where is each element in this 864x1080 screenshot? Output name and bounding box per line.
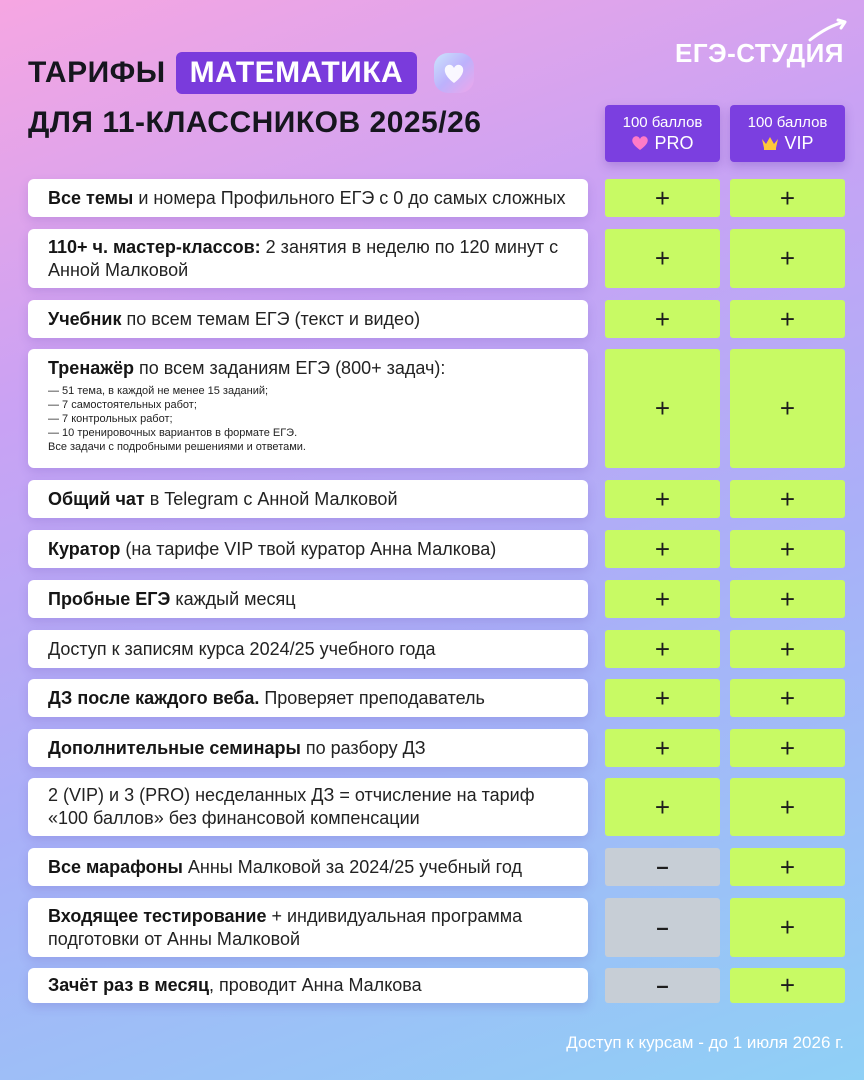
feature-text: (на тарифе VIP твой куратор Анна Малкова)	[120, 538, 497, 559]
pro-cell: –	[605, 898, 720, 957]
page-title-line-2: ДЛЯ 11-КЛАССНИКОВ 2025/26	[28, 106, 482, 139]
pro-cell: –	[605, 968, 720, 1003]
feature-text: по всем темам ЕГЭ (текст и видео)	[121, 308, 421, 329]
pro-cell: +	[605, 630, 720, 668]
vip-cell: +	[730, 778, 845, 836]
feature-row-masterclasses	[28, 229, 588, 288]
vip-cell: +	[730, 968, 845, 1003]
pro-cell: +	[605, 480, 720, 518]
note-line: — 7 контрольных работ;	[48, 413, 173, 425]
vip-cell: +	[730, 679, 845, 717]
feature-row-recordings	[28, 630, 588, 668]
note-line: — 7 самостоятельных работ;	[48, 399, 197, 411]
vip-cell: +	[730, 229, 845, 288]
heart-badge-icon	[431, 50, 477, 96]
feature-text: по всем заданиям ЕГЭ (800+ задач):	[133, 358, 446, 378]
pro-cell: +	[605, 679, 720, 717]
pro-cell: +	[605, 729, 720, 767]
feature-bold: Общий чат	[48, 488, 145, 509]
vip-cell: +	[730, 580, 845, 618]
feature-bold: Все темы	[48, 187, 134, 208]
pro-cell: –	[605, 848, 720, 886]
feature-row-monthly-test	[28, 968, 588, 1003]
feature-bold: Пробные ЕГЭ	[48, 588, 171, 609]
vip-cell: +	[730, 898, 845, 957]
trainer-notes	[48, 384, 568, 454]
plan-header-vip	[730, 105, 845, 162]
feature-bold: ДЗ после каждого веба.	[48, 687, 260, 708]
feature-bold: Входящее тестирование	[48, 905, 267, 926]
feature-text: Доступ к записям курса 2024/25 учебного года	[48, 638, 436, 659]
vip-cell: +	[730, 630, 845, 668]
feature-row-curator	[28, 530, 588, 568]
feature-text: и номера Профильного ЕГЭ с 0 до самых сложных	[133, 187, 566, 208]
feature-bold: Тренажёр	[48, 358, 134, 378]
feature-row-expulsion-rule	[28, 778, 588, 836]
access-deadline-note: Доступ к курсам - до 1 июля 2026 г.	[566, 1033, 844, 1052]
plan-pro-name: PRO	[654, 132, 694, 153]
feature-row-trainer	[28, 349, 588, 468]
vip-cell: +	[730, 300, 845, 338]
feature-row-seminars	[28, 729, 588, 767]
feature-row-textbook	[28, 300, 588, 338]
feature-text: в Telegram с Анной Малковой	[144, 488, 398, 509]
pro-cell: +	[605, 300, 720, 338]
feature-text: + индивидуальная программа подготовки от Анны Малковой	[48, 905, 523, 949]
feature-row-all-topics	[28, 179, 588, 217]
pro-cell: +	[605, 349, 720, 468]
note-line: — 51 тема, в каждой не менее 15 заданий;	[48, 385, 269, 397]
vip-cell: +	[730, 349, 845, 468]
pro-cell: +	[605, 778, 720, 836]
vip-cell: +	[730, 480, 845, 518]
pro-cell: +	[605, 580, 720, 618]
feature-text: 2 (VIP) и 3 (PRO) несделанных ДЗ = отчисление на тариф «100 баллов» без финансовой компенсации	[48, 785, 535, 828]
note-line: — 10 тренировочных вариантов в формате ЕГЭ.	[48, 427, 298, 439]
pro-cell: +	[605, 530, 720, 568]
plan-vip-name: VIP	[784, 132, 814, 153]
note-line: Все задачи с подробными решениями и ответами.	[48, 441, 306, 453]
feature-text: по разбору ДЗ	[300, 737, 426, 758]
vip-cell: +	[730, 729, 845, 767]
feature-row-chat	[28, 480, 588, 518]
vip-cell: +	[730, 848, 845, 886]
feature-bold: Зачёт раз в месяц	[48, 975, 210, 995]
page-title-line-1	[28, 50, 477, 96]
feature-text: , проводит Анна Малкова	[209, 975, 422, 995]
plan-header-pro	[605, 105, 720, 162]
title-prefix: ТАРИФЫ	[28, 56, 166, 89]
feature-row-marathons	[28, 848, 588, 886]
subject-badge: МАТЕМАТИКА	[176, 52, 418, 94]
feature-row-homework	[28, 679, 588, 717]
heart-icon	[631, 135, 649, 151]
feature-bold: Дополнительные семинары	[48, 737, 301, 758]
brand-logo: ЕГЭ-СТУДИЯ	[675, 38, 844, 68]
pro-cell: +	[605, 179, 720, 217]
feature-text: 2 занятия в неделю по 120 минут с Анной Малковой	[48, 236, 559, 280]
feature-row-mock-exams	[28, 580, 588, 618]
feature-text: Проверяет преподаватель	[259, 687, 485, 708]
pro-cell: +	[605, 229, 720, 288]
feature-bold: Куратор	[48, 538, 121, 559]
feature-bold: Учебник	[48, 308, 122, 329]
feature-text: Анны Малковой за 2024/25 учебный год	[182, 856, 522, 877]
feature-bold: 110+ ч. мастер-классов:	[48, 236, 261, 257]
crown-icon	[761, 135, 779, 151]
plan-vip-top: 100 баллов	[747, 113, 828, 131]
vip-cell: +	[730, 179, 845, 217]
vip-cell: +	[730, 530, 845, 568]
feature-text: каждый месяц	[170, 588, 296, 609]
feature-bold: Все марафоны	[48, 856, 183, 877]
feature-row-entry-test	[28, 898, 588, 957]
plan-pro-top: 100 баллов	[622, 113, 703, 131]
